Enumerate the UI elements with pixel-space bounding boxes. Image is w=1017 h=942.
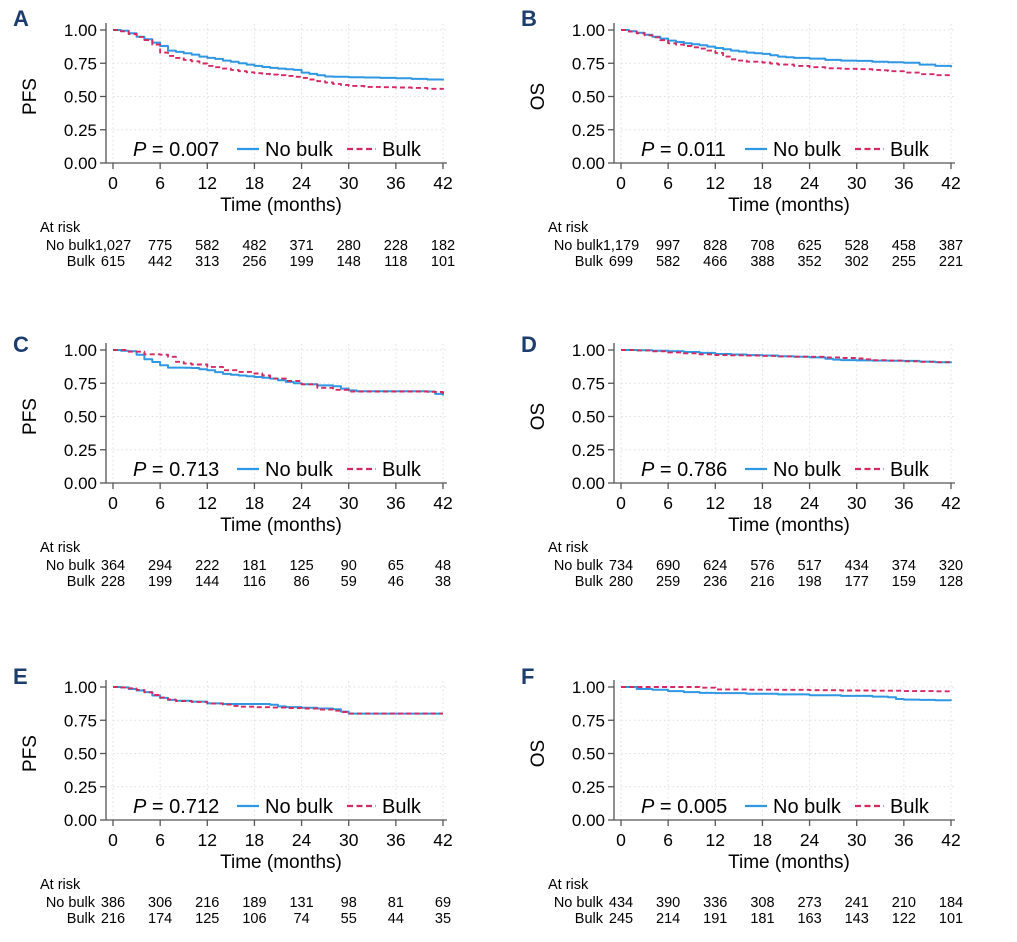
at-risk-title: At risk xyxy=(40,220,81,236)
legend xyxy=(745,139,930,161)
at-risk-value: 371 xyxy=(289,238,314,254)
at-risk-row-label: Bulk xyxy=(574,254,603,270)
at-risk-value: 434 xyxy=(844,558,869,574)
at-risk-value: 116 xyxy=(242,574,266,590)
at-risk-value: 255 xyxy=(891,254,916,270)
at-risk-value: 466 xyxy=(703,254,728,270)
x-tick-label: 6 xyxy=(663,493,674,513)
y-tick-label: 0.25 xyxy=(571,777,605,797)
x-tick-label: 30 xyxy=(846,493,867,513)
legend xyxy=(745,459,930,481)
at-risk-value: 118 xyxy=(384,254,408,270)
panel-e xyxy=(0,628,508,942)
curve-no-bulk xyxy=(621,30,951,67)
x-tick-label: 42 xyxy=(941,173,961,193)
y-axis-title: OS xyxy=(528,739,549,768)
curve-no-bulk xyxy=(113,687,443,714)
at-risk-value: 65 xyxy=(387,558,404,574)
at-risk-row-label: Bulk xyxy=(66,254,95,270)
at-risk-value: 320 xyxy=(938,558,964,574)
y-tick-label: 0.75 xyxy=(571,374,605,394)
y-axis-title: PFS xyxy=(20,78,41,115)
at-risk-value: 236 xyxy=(703,574,728,590)
at-risk-table xyxy=(548,540,963,590)
km-plot-b xyxy=(508,0,1016,285)
p-value-label: P = 0.005 xyxy=(641,796,728,818)
km-plot-d xyxy=(508,320,1016,605)
at-risk-value: 86 xyxy=(293,574,310,590)
at-risk-value: 690 xyxy=(656,558,681,574)
at-risk-row-label: No bulk xyxy=(45,238,95,254)
panel-b xyxy=(508,0,1017,314)
legend-no-bulk-label: No bulk xyxy=(265,139,333,161)
x-tick-label: 6 xyxy=(663,173,674,193)
p-value-label: P = 0.011 xyxy=(641,139,726,161)
at-risk-value: 199 xyxy=(148,574,173,590)
at-risk-value: 582 xyxy=(195,238,220,254)
at-risk-value: 216 xyxy=(100,911,126,927)
at-risk-value: 442 xyxy=(148,254,173,270)
at-risk-value: 1,027 xyxy=(94,238,132,254)
x-tick-label: 36 xyxy=(386,493,406,513)
km-plot-a xyxy=(0,0,508,285)
at-risk-value: 308 xyxy=(750,895,775,911)
y-tick-label: 0.25 xyxy=(63,440,97,460)
x-tick-label: 24 xyxy=(799,830,820,850)
at-risk-value: 182 xyxy=(430,238,456,254)
at-risk-value: 35 xyxy=(434,911,452,927)
at-risk-title: At risk xyxy=(40,877,81,893)
at-risk-value: 38 xyxy=(434,574,452,590)
x-tick-label: 0 xyxy=(616,173,626,193)
y-tick-label: 1.00 xyxy=(571,341,605,360)
at-risk-value: 191 xyxy=(703,911,728,927)
at-risk-row-label: No bulk xyxy=(553,558,603,574)
at-risk-value: 189 xyxy=(242,895,267,911)
x-tick-label: 24 xyxy=(291,493,312,513)
x-tick-label: 6 xyxy=(155,830,166,850)
at-risk-value: 582 xyxy=(656,254,681,270)
y-axis-title: OS xyxy=(528,402,549,431)
panel-letter-e: E xyxy=(13,664,28,689)
y-tick-label: 1.00 xyxy=(63,341,97,360)
panel-d xyxy=(508,314,1017,628)
legend-no-bulk-label: No bulk xyxy=(773,139,841,161)
x-tick-label: 30 xyxy=(338,173,359,193)
at-risk-value: 210 xyxy=(891,895,916,911)
y-tick-label: 0.25 xyxy=(571,120,605,140)
at-risk-value: 214 xyxy=(656,911,681,927)
y-tick-label: 0.50 xyxy=(63,744,97,764)
y-tick-label: 0.00 xyxy=(63,474,97,493)
at-risk-table xyxy=(40,877,451,927)
x-tick-label: 12 xyxy=(705,830,726,850)
curve-bulk xyxy=(113,350,443,394)
at-risk-row-label: Bulk xyxy=(66,574,95,590)
at-risk-value: 576 xyxy=(750,558,775,574)
at-risk-value: 122 xyxy=(891,911,916,927)
panel-c xyxy=(0,314,508,628)
y-tick-label: 1.00 xyxy=(571,678,605,697)
at-risk-value: 458 xyxy=(891,238,916,254)
at-risk-value: 143 xyxy=(844,911,869,927)
x-tick-label: 12 xyxy=(705,493,726,513)
x-tick-label: 36 xyxy=(386,173,406,193)
at-risk-value: 131 xyxy=(289,895,314,911)
curve-no-bulk xyxy=(113,350,443,396)
panel-letter-d: D xyxy=(521,332,537,357)
y-tick-label: 0.00 xyxy=(571,474,605,493)
at-risk-value: 148 xyxy=(336,254,361,270)
at-risk-row-label: No bulk xyxy=(553,895,603,911)
y-axis-title: OS xyxy=(528,82,549,111)
y-axis-title: PFS xyxy=(20,398,41,435)
curve-bulk xyxy=(621,30,951,76)
x-tick-label: 6 xyxy=(663,830,674,850)
at-risk-value: 184 xyxy=(938,895,964,911)
at-risk-value: 624 xyxy=(703,558,728,574)
at-risk-value: 199 xyxy=(289,254,314,270)
x-tick-label: 36 xyxy=(894,830,914,850)
y-tick-label: 0.75 xyxy=(571,711,605,731)
y-tick-label: 0.00 xyxy=(63,154,97,173)
legend-bulk-label: Bulk xyxy=(382,139,421,161)
x-tick-label: 18 xyxy=(244,830,265,850)
legend xyxy=(237,139,422,161)
at-risk-value: 198 xyxy=(797,574,822,590)
legend xyxy=(237,796,422,818)
at-risk-value: 615 xyxy=(100,254,126,270)
y-tick-label: 0.75 xyxy=(63,711,97,731)
legend-bulk-label: Bulk xyxy=(890,139,929,161)
at-risk-value: 69 xyxy=(434,895,452,911)
x-tick-label: 0 xyxy=(108,830,118,850)
curve-no-bulk xyxy=(113,30,443,81)
at-risk-row-label: Bulk xyxy=(574,574,603,590)
x-tick-label: 12 xyxy=(705,173,726,193)
x-tick-label: 18 xyxy=(752,830,773,850)
x-tick-label: 0 xyxy=(616,493,626,513)
at-risk-value: 302 xyxy=(844,254,869,270)
y-tick-label: 0.00 xyxy=(63,811,97,830)
at-risk-row-label: No bulk xyxy=(45,558,95,574)
at-risk-value: 306 xyxy=(148,895,173,911)
at-risk-value: 174 xyxy=(148,911,173,927)
x-tick-label: 18 xyxy=(244,493,265,513)
at-risk-title: At risk xyxy=(548,877,589,893)
panel-letter-f: F xyxy=(521,664,535,689)
at-risk-value: 228 xyxy=(100,574,126,590)
at-risk-value: 128 xyxy=(938,574,964,590)
at-risk-value: 125 xyxy=(195,911,220,927)
at-risk-row-label: No bulk xyxy=(45,895,95,911)
p-value-label: P = 0.712 xyxy=(133,796,220,818)
y-tick-label: 1.00 xyxy=(63,21,97,40)
at-risk-value: 390 xyxy=(656,895,681,911)
at-risk-table xyxy=(40,540,451,590)
at-risk-row-label: Bulk xyxy=(66,911,95,927)
x-tick-label: 6 xyxy=(155,173,166,193)
at-risk-value: 259 xyxy=(656,574,681,590)
at-risk-value: 1,179 xyxy=(602,238,640,254)
x-tick-label: 42 xyxy=(941,830,961,850)
x-axis-title: Time (months) xyxy=(728,515,850,536)
y-tick-label: 0.50 xyxy=(63,407,97,427)
at-risk-value: 388 xyxy=(750,254,775,270)
y-tick-label: 0.25 xyxy=(63,120,97,140)
x-tick-label: 36 xyxy=(894,493,914,513)
x-tick-label: 30 xyxy=(846,173,867,193)
x-tick-label: 18 xyxy=(244,173,265,193)
at-risk-value: 828 xyxy=(703,238,728,254)
y-tick-label: 0.75 xyxy=(63,54,97,74)
y-tick-label: 0.50 xyxy=(571,407,605,427)
at-risk-value: 46 xyxy=(387,574,404,590)
x-axis-title: Time (months) xyxy=(220,852,342,873)
curve-bulk xyxy=(113,687,443,714)
at-risk-table xyxy=(548,877,963,927)
at-risk-value: 336 xyxy=(703,895,728,911)
x-tick-label: 42 xyxy=(941,493,961,513)
x-tick-label: 0 xyxy=(616,830,626,850)
y-tick-label: 0.50 xyxy=(571,87,605,107)
y-tick-label: 0.25 xyxy=(63,777,97,797)
x-tick-label: 18 xyxy=(752,493,773,513)
panel-f xyxy=(508,628,1017,942)
x-axis-title: Time (months) xyxy=(728,195,850,216)
at-risk-value: 222 xyxy=(195,558,220,574)
legend-bulk-label: Bulk xyxy=(382,796,421,818)
legend-no-bulk-label: No bulk xyxy=(265,796,333,818)
legend-no-bulk-label: No bulk xyxy=(773,459,841,481)
at-risk-value: 216 xyxy=(195,895,220,911)
y-tick-label: 0.50 xyxy=(63,87,97,107)
x-tick-label: 24 xyxy=(291,173,312,193)
at-risk-row-label: No bulk xyxy=(553,238,603,254)
at-risk-value: 775 xyxy=(148,238,173,254)
at-risk-table xyxy=(40,220,455,270)
at-risk-title: At risk xyxy=(548,540,589,556)
legend xyxy=(237,459,422,481)
km-plot-c xyxy=(0,320,508,605)
at-risk-value: 374 xyxy=(891,558,916,574)
legend xyxy=(745,796,930,818)
at-risk-value: 280 xyxy=(608,574,634,590)
y-tick-label: 1.00 xyxy=(571,21,605,40)
at-risk-table xyxy=(548,220,963,270)
at-risk-value: 181 xyxy=(242,558,267,574)
y-tick-label: 0.50 xyxy=(571,744,605,764)
at-risk-value: 98 xyxy=(340,895,357,911)
y-tick-label: 0.25 xyxy=(571,440,605,460)
curve-bulk xyxy=(113,30,443,90)
at-risk-value: 181 xyxy=(750,911,775,927)
at-risk-value: 74 xyxy=(293,911,310,927)
at-risk-value: 159 xyxy=(891,574,916,590)
legend-no-bulk-label: No bulk xyxy=(773,796,841,818)
x-tick-label: 42 xyxy=(433,173,453,193)
y-tick-label: 0.75 xyxy=(63,374,97,394)
x-tick-label: 18 xyxy=(752,173,773,193)
at-risk-title: At risk xyxy=(40,540,81,556)
at-risk-value: 55 xyxy=(340,911,357,927)
p-value-label: P = 0.007 xyxy=(133,139,220,161)
p-value-label: P = 0.713 xyxy=(133,459,220,481)
at-risk-value: 280 xyxy=(336,238,361,254)
x-axis-title: Time (months) xyxy=(220,515,342,536)
at-risk-value: 101 xyxy=(430,254,456,270)
at-risk-value: 625 xyxy=(797,238,822,254)
at-risk-value: 434 xyxy=(608,895,634,911)
y-tick-label: 0.00 xyxy=(571,154,605,173)
panel-letter-a: A xyxy=(13,6,29,31)
at-risk-value: 59 xyxy=(340,574,357,590)
at-risk-value: 482 xyxy=(242,238,267,254)
x-tick-label: 0 xyxy=(108,493,118,513)
x-axis-title: Time (months) xyxy=(728,852,850,873)
at-risk-value: 144 xyxy=(195,574,220,590)
at-risk-value: 256 xyxy=(242,254,267,270)
x-tick-label: 12 xyxy=(197,173,218,193)
at-risk-value: 48 xyxy=(434,558,452,574)
legend-bulk-label: Bulk xyxy=(382,459,421,481)
x-tick-label: 42 xyxy=(433,493,453,513)
at-risk-value: 81 xyxy=(387,895,404,911)
at-risk-value: 313 xyxy=(195,254,220,270)
legend-no-bulk-label: No bulk xyxy=(265,459,333,481)
at-risk-value: 125 xyxy=(289,558,314,574)
x-tick-label: 0 xyxy=(108,173,118,193)
at-risk-value: 386 xyxy=(100,895,126,911)
x-tick-label: 24 xyxy=(799,173,820,193)
at-risk-value: 90 xyxy=(340,558,357,574)
at-risk-value: 997 xyxy=(656,238,681,254)
y-axis-title: PFS xyxy=(20,735,41,772)
x-tick-label: 24 xyxy=(291,830,312,850)
at-risk-value: 528 xyxy=(844,238,869,254)
y-tick-label: 0.75 xyxy=(571,54,605,74)
x-tick-label: 36 xyxy=(386,830,406,850)
at-risk-title: At risk xyxy=(548,220,589,236)
at-risk-value: 44 xyxy=(387,911,404,927)
at-risk-value: 352 xyxy=(797,254,822,270)
km-plot-f xyxy=(508,657,1016,942)
at-risk-value: 177 xyxy=(844,574,869,590)
at-risk-value: 273 xyxy=(797,895,822,911)
x-tick-label: 30 xyxy=(338,830,359,850)
at-risk-value: 241 xyxy=(844,895,869,911)
x-tick-label: 30 xyxy=(846,830,867,850)
x-tick-label: 12 xyxy=(197,493,218,513)
at-risk-value: 101 xyxy=(938,911,964,927)
panel-letter-c: C xyxy=(13,332,29,357)
at-risk-value: 699 xyxy=(608,254,634,270)
x-tick-label: 30 xyxy=(338,493,359,513)
y-tick-label: 0.00 xyxy=(571,811,605,830)
x-tick-label: 6 xyxy=(155,493,166,513)
x-axis-title: Time (months) xyxy=(220,195,342,216)
panel-letter-b: B xyxy=(521,6,537,31)
at-risk-value: 387 xyxy=(938,238,964,254)
at-risk-value: 708 xyxy=(750,238,775,254)
x-tick-label: 12 xyxy=(197,830,218,850)
at-risk-value: 163 xyxy=(797,911,822,927)
at-risk-value: 517 xyxy=(797,558,822,574)
x-tick-label: 36 xyxy=(894,173,914,193)
at-risk-value: 228 xyxy=(383,238,408,254)
panel-a xyxy=(0,0,508,314)
legend-bulk-label: Bulk xyxy=(890,459,929,481)
at-risk-row-label: Bulk xyxy=(574,911,603,927)
at-risk-value: 364 xyxy=(100,558,126,574)
at-risk-value: 106 xyxy=(242,911,267,927)
x-tick-label: 42 xyxy=(433,830,453,850)
at-risk-value: 216 xyxy=(750,574,775,590)
y-tick-label: 1.00 xyxy=(63,678,97,697)
p-value-label: P = 0.786 xyxy=(641,459,728,481)
x-tick-label: 24 xyxy=(799,493,820,513)
at-risk-value: 294 xyxy=(148,558,173,574)
at-risk-value: 734 xyxy=(608,558,634,574)
at-risk-value: 221 xyxy=(938,254,964,270)
legend-bulk-label: Bulk xyxy=(890,796,929,818)
km-plot-e xyxy=(0,657,508,942)
at-risk-value: 245 xyxy=(608,911,634,927)
